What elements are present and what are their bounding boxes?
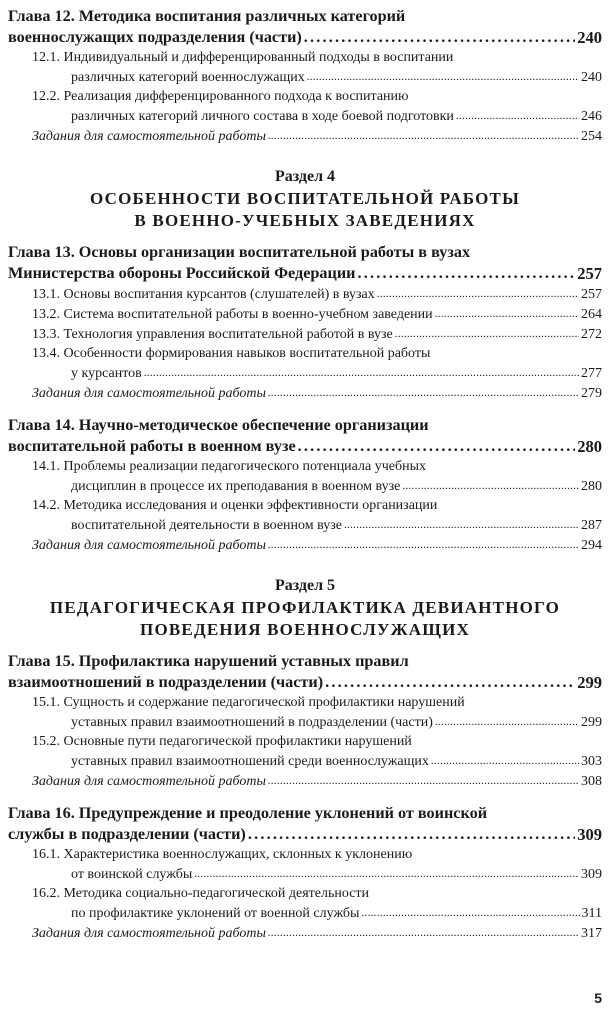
section-entry[interactable] (8, 884, 602, 923)
dot-leader (377, 284, 579, 304)
dot-leader (268, 126, 579, 146)
section-title-line1: 14.1. Проблемы реализации педагогического потенциала учебных (32, 459, 426, 474)
page-ref: 287 (581, 518, 602, 533)
chapter-title-line2: Министерства обороны Российской Федерации (8, 264, 356, 282)
page-ref: 279 (581, 386, 602, 401)
chapter-14 (8, 415, 602, 457)
section-entry[interactable] (8, 284, 602, 304)
section-title-line1: 14.2. Методика исследования и оценки эффективности организации (32, 498, 438, 513)
tasks-label: Задания для самостоятельной работы (32, 926, 266, 941)
tasks-label: Задания для самостоятельной работы (32, 386, 266, 401)
dot-leader (435, 304, 579, 324)
section-title-line1: 16.2. Методика социально-педагогической деятельности (32, 886, 370, 901)
section-title: 13.2. Система воспитательной работы в военно-учебном заведении (32, 307, 433, 322)
section-title-line2: различных категорий личного состава в ходе боевой подготовки (71, 109, 454, 124)
page-ref: 311 (581, 906, 602, 921)
dot-leader (435, 712, 579, 732)
page-ref: 280 (577, 437, 602, 456)
part-title-line2: В ВОЕННО-УЧЕБНЫХ ЗАВЕДЕНИЯХ (134, 211, 476, 230)
page-ref: 309 (581, 867, 602, 882)
section-title-line1: 16.1. Характеристика военнослужащих, склонных к уклонению (32, 847, 413, 862)
page-ref: 257 (577, 264, 602, 283)
section-entry[interactable] (8, 693, 602, 732)
section-entry[interactable] (8, 457, 602, 496)
part-4-heading (8, 166, 602, 232)
chapter-entry[interactable] (8, 263, 602, 284)
page-ref: 257 (581, 287, 602, 302)
dot-leader (268, 535, 579, 555)
chapter-entry[interactable] (8, 672, 602, 693)
tasks-entry[interactable] (8, 383, 602, 403)
section-title-line1: 12.2. Реализация дифференцированного подхода к воспитанию (32, 89, 409, 104)
section-title-line1: 12.1. Индивидуальный и дифференцированный подходы в воспитании (32, 50, 454, 65)
tasks-label: Задания для самостоятельной работы (32, 538, 266, 553)
section-title-line2: у курсантов (71, 366, 142, 381)
section-entry[interactable] (8, 324, 602, 344)
chapter-title-line1: Глава 15. Профилактика нарушений уставных правил (8, 652, 409, 670)
chapter-title-line2: взаимоотношений в подразделении (части) (8, 673, 324, 691)
table-of-contents (8, 6, 602, 943)
chapter-entry[interactable] (8, 27, 602, 48)
page-ref: 240 (581, 70, 602, 85)
dot-leader (357, 263, 575, 284)
section-title-line1: 15.2. Основные пути педагогической профилактики нарушений (32, 734, 412, 749)
chapter-entry[interactable] (8, 824, 602, 845)
part-label: Раздел 4 (274, 168, 336, 185)
page-ref: 317 (581, 926, 602, 941)
dot-leader (325, 672, 575, 693)
dot-leader (456, 106, 579, 126)
page-ref: 240 (577, 28, 602, 47)
tasks-label: Задания для самостоятельной работы (32, 129, 266, 144)
tasks-entry[interactable] (8, 535, 602, 555)
dot-leader (402, 476, 579, 496)
page-ref: 303 (581, 754, 602, 769)
dot-leader (361, 903, 579, 923)
section-title-line2: уставных правил взаимоотношений среди военнослужащих (71, 754, 429, 769)
section-entry[interactable] (8, 48, 602, 87)
chapter-entry[interactable] (8, 436, 602, 457)
part-title-line1: ОСОБЕННОСТИ ВОСПИТАТЕЛЬНОЙ РАБОТЫ (90, 189, 520, 208)
section-entry[interactable] (8, 732, 602, 771)
part-label: Раздел 5 (274, 577, 336, 594)
dot-leader (344, 515, 579, 535)
dot-leader (304, 27, 575, 48)
chapter-13 (8, 242, 602, 284)
page-ref: 299 (581, 715, 602, 730)
tasks-entry[interactable] (8, 923, 602, 943)
tasks-entry[interactable] (8, 771, 602, 791)
part-5-heading (8, 575, 602, 641)
section-entry[interactable] (8, 344, 602, 383)
page-ref: 309 (577, 825, 602, 844)
chapter-title-line1: Глава 13. Основы организации воспитательной работы в вузах (8, 243, 471, 261)
dot-leader (268, 383, 579, 403)
dot-leader (268, 771, 579, 791)
page-ref: 246 (581, 109, 602, 124)
dot-leader (431, 751, 579, 771)
chapter-title-line1: Глава 12. Методика воспитания различных категорий (8, 7, 406, 25)
tasks-entry[interactable] (8, 126, 602, 146)
page-ref: 272 (581, 327, 602, 342)
section-title: 13.1. Основы воспитания курсантов (слушателей) в вузах (32, 287, 375, 302)
section-title-line1: 13.4. Особенности формирования навыков воспитательной работы (32, 346, 431, 361)
page-ref: 294 (581, 538, 602, 553)
section-title-line2: уставных правил взаимоотношений в подразделении (части) (71, 715, 433, 730)
page-ref: 280 (581, 479, 602, 494)
dot-leader (268, 923, 579, 943)
section-title: 13.3. Технология управления воспитательной работой в вузе (32, 327, 393, 342)
section-entry[interactable] (8, 87, 602, 126)
dot-leader (144, 363, 579, 383)
section-entry[interactable] (8, 304, 602, 324)
chapter-title-line2: военнослужащих подразделения (части) (8, 28, 302, 46)
section-title-line2: по профилактике уклонений от военной службы (71, 906, 360, 921)
page-ref: 254 (581, 129, 602, 144)
chapter-title-line2: службы в подразделении (части) (8, 825, 246, 843)
page-number: 5 (594, 990, 602, 1006)
section-title-line2: различных категорий военнослужащих (71, 70, 305, 85)
dot-leader (248, 824, 575, 845)
section-entry[interactable] (8, 845, 602, 884)
dot-leader (307, 67, 579, 87)
dot-leader (194, 864, 579, 884)
chapter-title-line1: Глава 14. Научно-методическое обеспечение организации (8, 416, 429, 434)
page-ref: 299 (577, 673, 602, 692)
dot-leader (298, 436, 576, 457)
page-ref: 277 (581, 366, 602, 381)
section-title-line2: воспитательной деятельности в военном вузе (71, 518, 342, 533)
tasks-label: Задания для самостоятельной работы (32, 774, 266, 789)
chapter-title-line2: воспитательной работы в военном вузе (8, 437, 296, 455)
part-title-line1: ПЕДАГОГИЧЕСКАЯ ПРОФИЛАКТИКА ДЕВИАНТНОГО (49, 598, 561, 617)
section-title-line2: дисциплин в процессе их преподавания в военном вузе (71, 479, 401, 494)
chapter-16 (8, 803, 602, 845)
chapter-12 (8, 6, 602, 48)
page-ref: 308 (581, 774, 602, 789)
dot-leader (395, 324, 579, 344)
chapter-15 (8, 651, 602, 693)
section-title-line1: 15.1. Сущность и содержание педагогической профилактики нарушений (32, 695, 465, 710)
section-entry[interactable] (8, 496, 602, 535)
chapter-title-line1: Глава 16. Предупреждение и преодоление уклонений от воинской (8, 804, 488, 822)
page-ref: 264 (581, 307, 602, 322)
part-title-line2: ПОВЕДЕНИЯ ВОЕННОСЛУЖАЩИХ (140, 620, 470, 639)
section-title-line2: от воинской службы (71, 867, 193, 882)
